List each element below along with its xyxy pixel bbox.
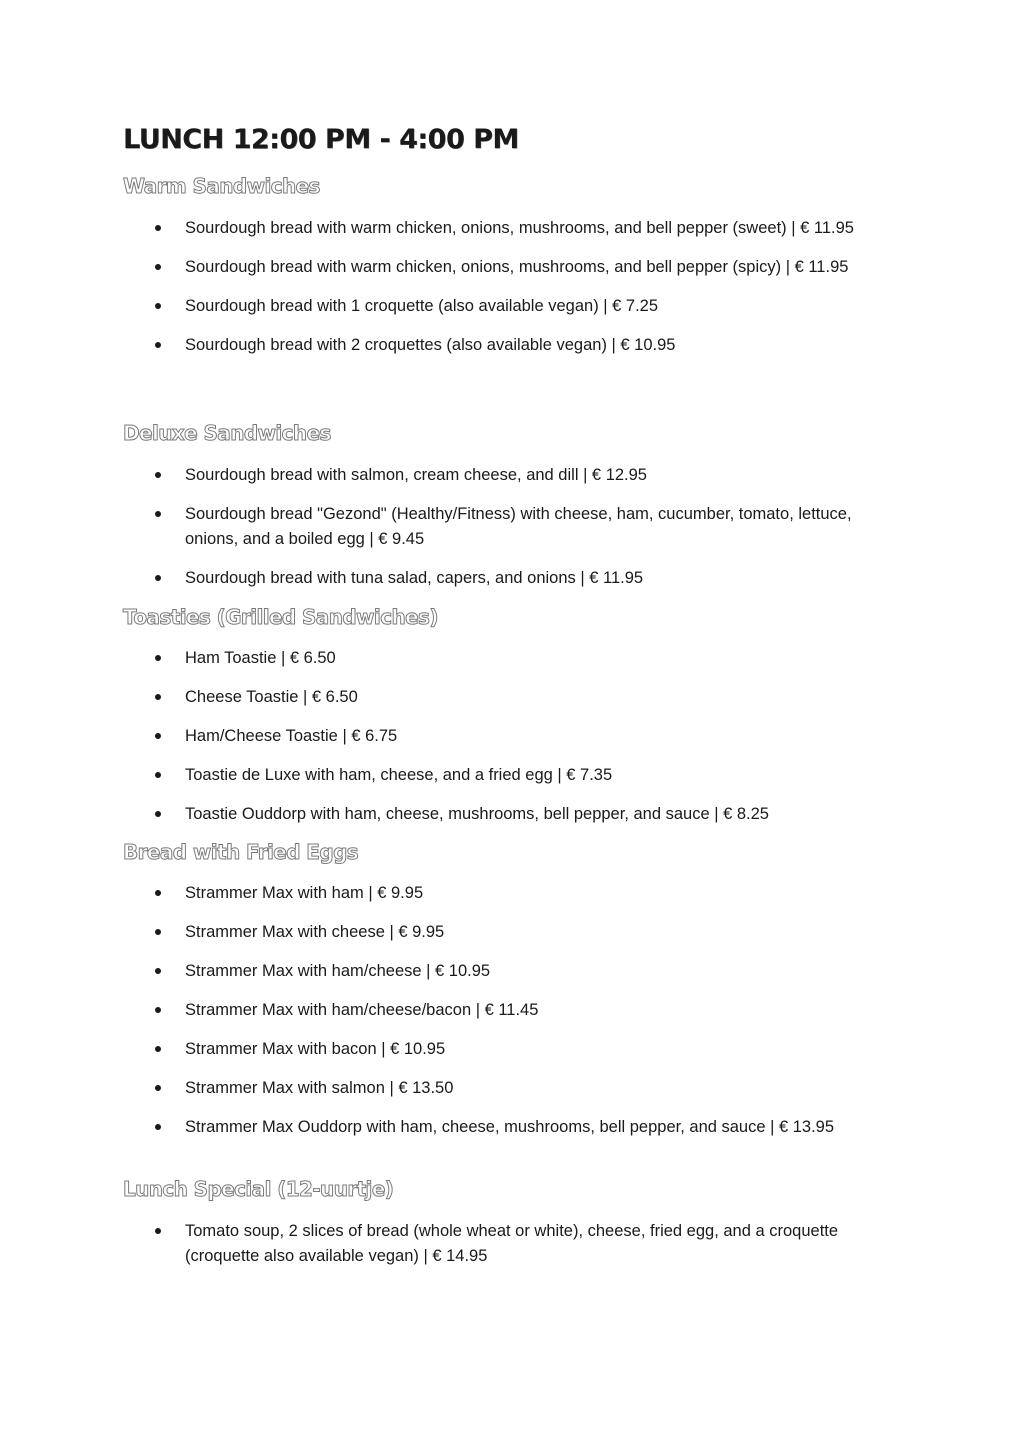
list-item: Toastie de Luxe with ham, cheese, and a fried egg | € 7.35 xyxy=(0,763,1024,788)
bread-with-fried-eggs-list xyxy=(0,881,1024,1154)
bullet-icon xyxy=(155,1228,161,1234)
list-item: Strammer Max with ham/cheese/bacon | € 11.45 xyxy=(0,998,1024,1023)
deluxe-sandwiches-list xyxy=(0,463,1024,605)
bullet-icon xyxy=(155,342,161,348)
section-heading-lunch-special: Lunch Special (12-uurtje) xyxy=(123,1177,394,1201)
list-item: Strammer Max with ham/cheese | € 10.95 xyxy=(0,959,1024,984)
list-item: Ham/Cheese Toastie | € 6.75 xyxy=(0,724,1024,749)
list-item: Sourdough bread with 2 croquettes (also available vegan) | € 10.95 xyxy=(0,333,1024,358)
list-item: Tomato soup, 2 slices of bread (whole wheat or white), cheese, fried egg, and a croquette (croquette also available vegan) | € 14.95 xyxy=(0,1219,1024,1268)
bullet-icon xyxy=(155,511,161,517)
toasties-list xyxy=(0,646,1024,841)
bullet-icon xyxy=(155,472,161,478)
bullet-icon xyxy=(155,890,161,896)
list-item: Strammer Max with cheese | € 9.95 xyxy=(0,920,1024,945)
list-item: Strammer Max Ouddorp with ham, cheese, mushrooms, bell pepper, and sauce | € 13.95 xyxy=(0,1115,1024,1140)
bullet-icon xyxy=(155,1007,161,1013)
bullet-icon xyxy=(155,1046,161,1052)
section-heading-warm-sandwiches: Warm Sandwiches xyxy=(123,174,320,198)
lunch-special-list xyxy=(0,1219,1024,1283)
bullet-icon xyxy=(155,225,161,231)
list-item: Strammer Max with bacon | € 10.95 xyxy=(0,1037,1024,1062)
page-title: LUNCH 12:00 PM - 4:00 PM xyxy=(123,124,519,155)
list-item: Ham Toastie | € 6.50 xyxy=(0,646,1024,671)
list-item: Sourdough bread with tuna salad, capers, and onions | € 11.95 xyxy=(0,566,1024,591)
bullet-icon xyxy=(155,772,161,778)
section-heading-deluxe-sandwiches: Deluxe Sandwiches xyxy=(123,421,331,445)
bullet-icon xyxy=(155,655,161,661)
bullet-icon xyxy=(155,1124,161,1130)
list-item: Sourdough bread with warm chicken, onions, mushrooms, and bell pepper (sweet) | € 11.95 xyxy=(0,216,1024,241)
bullet-icon xyxy=(155,929,161,935)
bullet-icon xyxy=(155,811,161,817)
section-heading-bread-with-fried-eggs: Bread with Fried Eggs xyxy=(123,840,359,864)
warm-sandwiches-list xyxy=(0,216,1024,372)
list-item: Strammer Max with salmon | € 13.50 xyxy=(0,1076,1024,1101)
bullet-icon xyxy=(155,694,161,700)
list-item: Strammer Max with ham | € 9.95 xyxy=(0,881,1024,906)
list-item: Toastie Ouddorp with ham, cheese, mushrooms, bell pepper, and sauce | € 8.25 xyxy=(0,802,1024,827)
bullet-icon xyxy=(155,303,161,309)
bullet-icon xyxy=(155,264,161,270)
list-item: Cheese Toastie | € 6.50 xyxy=(0,685,1024,710)
list-item: Sourdough bread with salmon, cream cheese, and dill | € 12.95 xyxy=(0,463,1024,488)
list-item: Sourdough bread "Gezond" (Healthy/Fitness) with cheese, ham, cucumber, tomato, lettuce, onions, and a boiled egg | € 9.45 xyxy=(0,502,1024,551)
bullet-icon xyxy=(155,968,161,974)
bullet-icon xyxy=(155,575,161,581)
section-heading-toasties: Toasties (Grilled Sandwiches) xyxy=(123,605,438,629)
bullet-icon xyxy=(155,733,161,739)
list-item: Sourdough bread with warm chicken, onions, mushrooms, and bell pepper (spicy) | € 11.95 xyxy=(0,255,1024,280)
bullet-icon xyxy=(155,1085,161,1091)
list-item: Sourdough bread with 1 croquette (also available vegan) | € 7.25 xyxy=(0,294,1024,319)
